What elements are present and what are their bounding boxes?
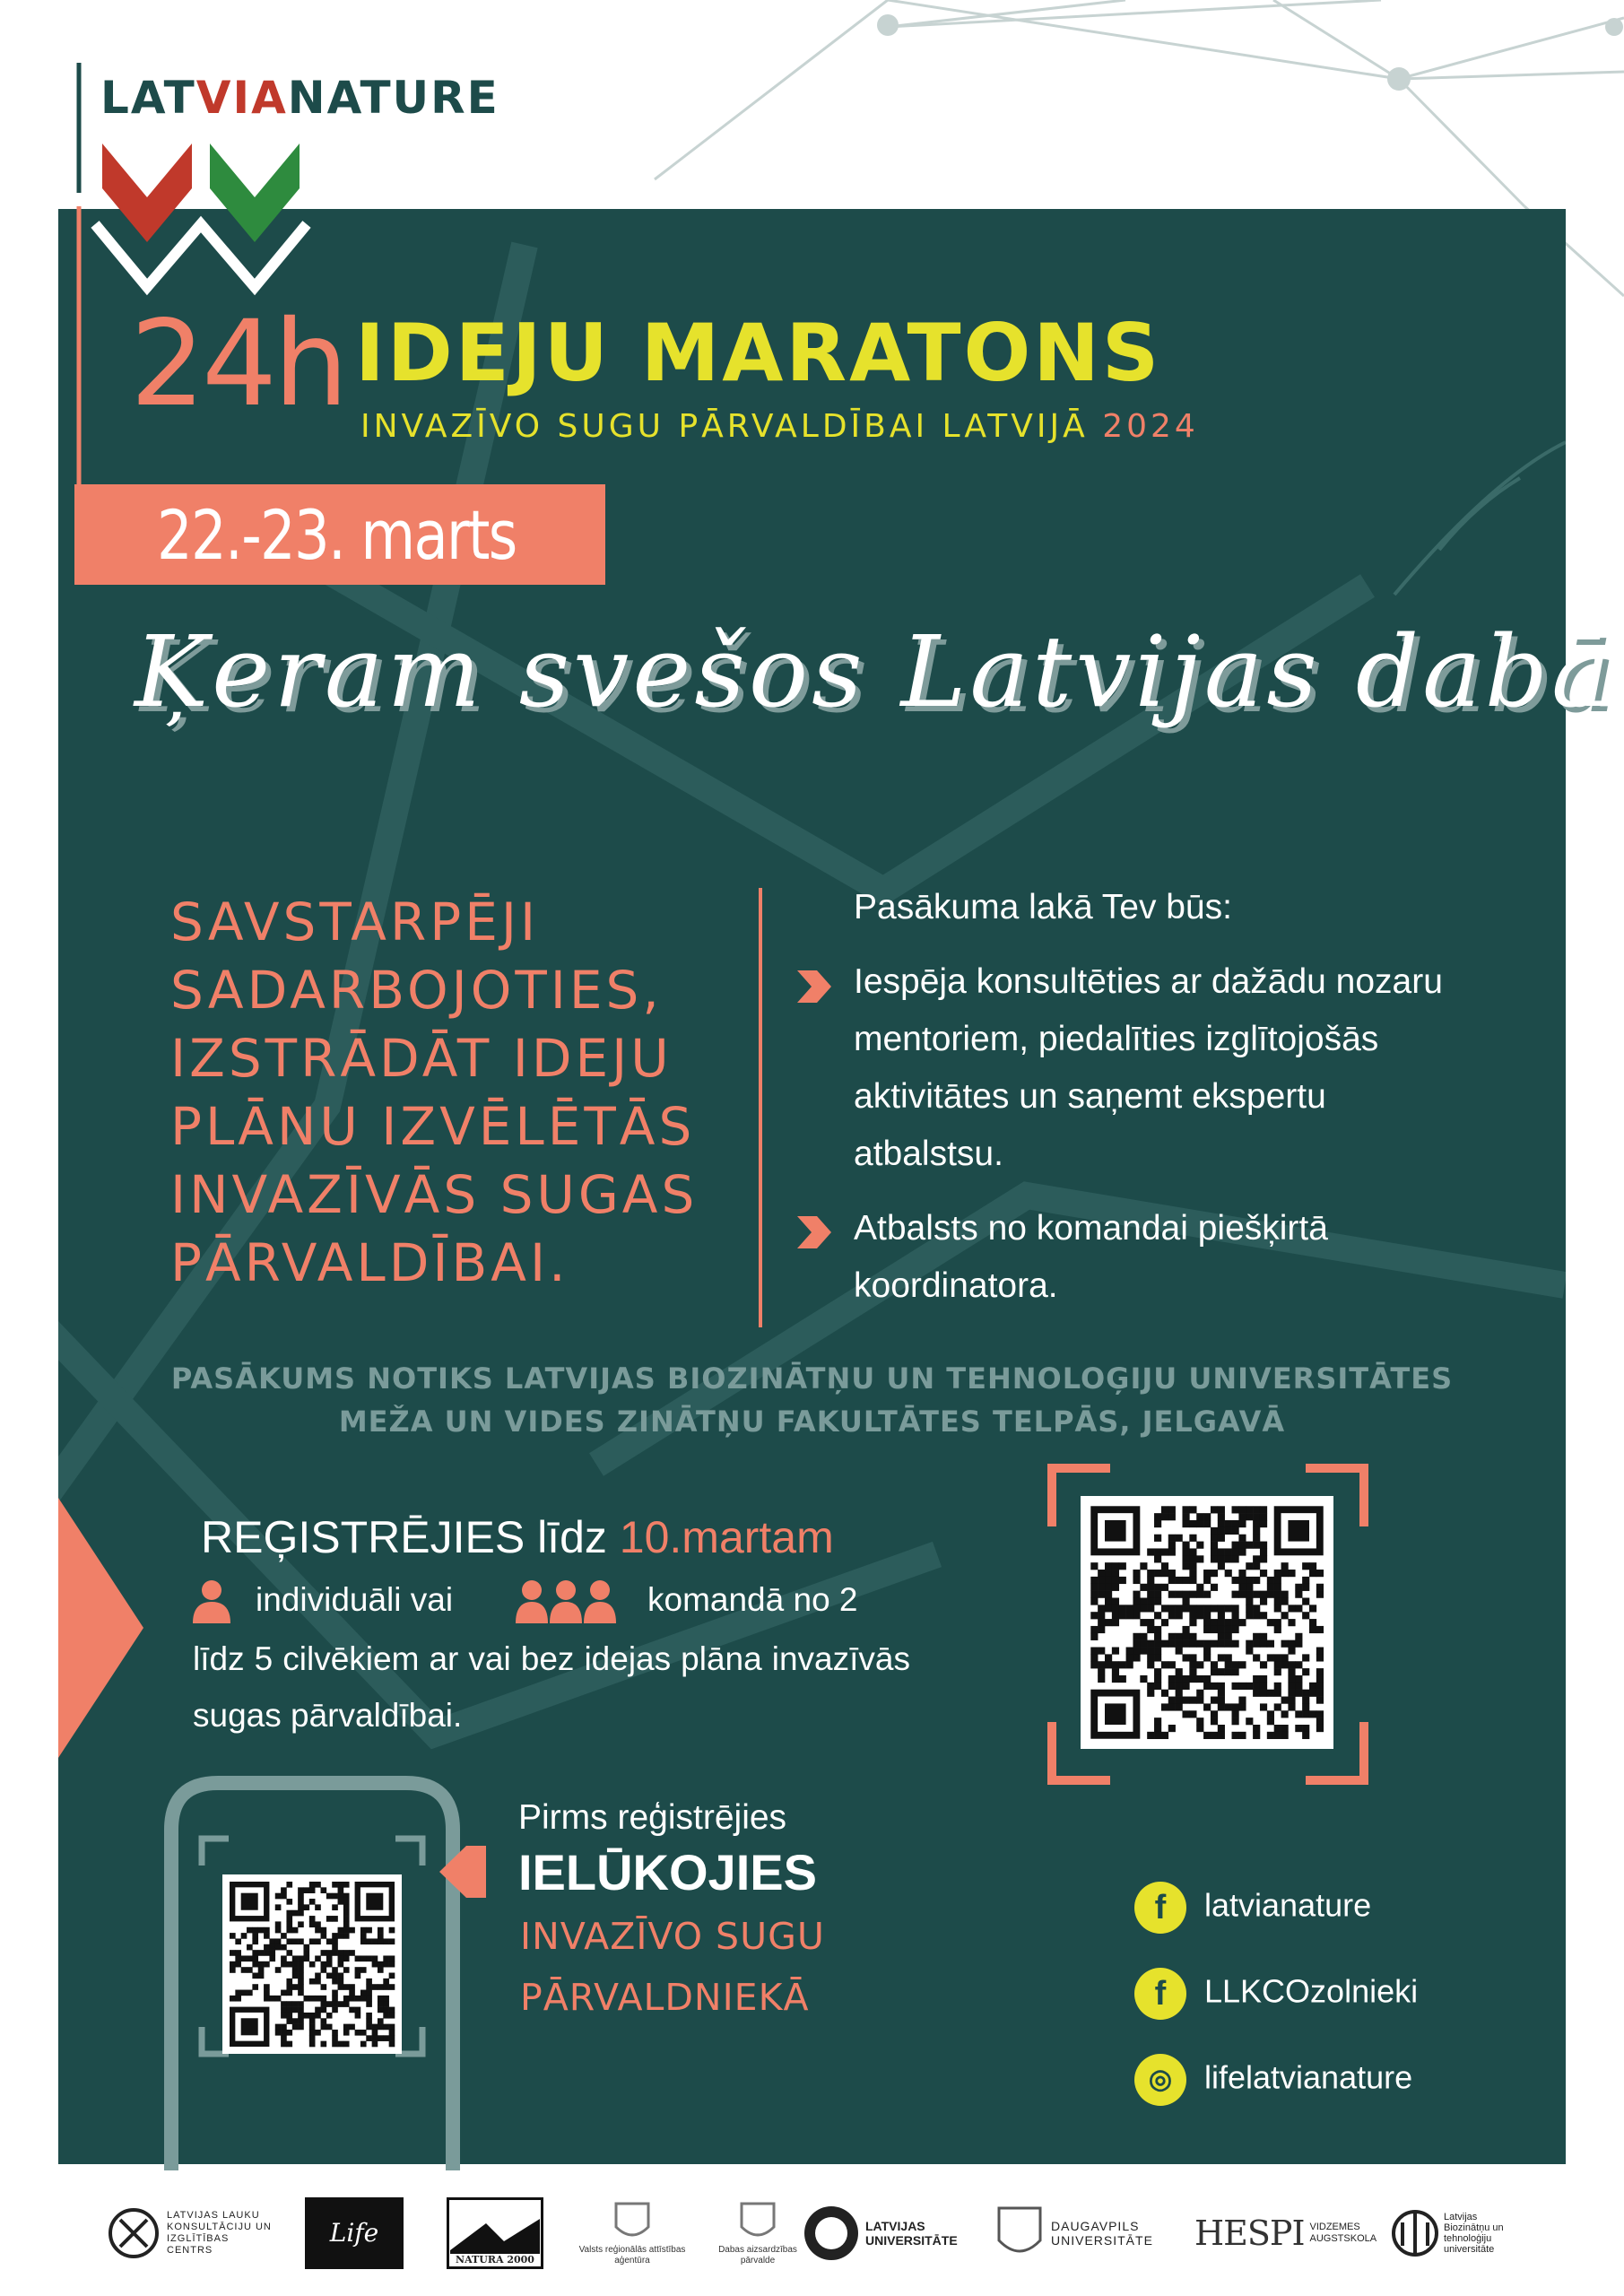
footer-logo-vraa: Valsts reģionālās attīstības aģentūra	[574, 2188, 690, 2278]
registration-qr-code[interactable]	[1081, 1496, 1333, 1749]
person-icon	[191, 1578, 232, 1623]
chevron-right-icon	[794, 967, 833, 1006]
footer-logo-life: Life	[305, 2188, 404, 2278]
arrow-left-icon	[439, 1846, 486, 1898]
preview-before: Pirms reģistrējies	[518, 1798, 787, 1837]
goal-line: PĀRVALDĪBAI.	[170, 1232, 569, 1293]
goal-line: SADARBOJOTIES,	[170, 960, 663, 1021]
divider	[759, 888, 762, 1327]
goal-text	[170, 888, 744, 1297]
footer-logo-va: HESPI VIDZEMES AUGSTSKOLA	[1194, 2213, 1377, 2253]
facebook-icon: f	[1134, 1968, 1186, 2020]
event-subtitle: INVAZĪVO SUGU PĀRVALDĪBAI LATVIJĀ 2024	[360, 408, 1199, 445]
goal-line: PLĀNU IZVĒLĒTĀS	[170, 1096, 696, 1157]
benefit-item: Atbalsts no komandai piešķirtā koordinatora.	[854, 1209, 1328, 1305]
preview-action: IELŪKOJIES	[518, 1844, 817, 1900]
event-dates: 22.-23. marts	[157, 495, 517, 575]
registration-details: līdz 5 cilvēkiem ar vai bez idejas plāna invazīvās sugas pārvaldībai.	[193, 1640, 910, 1734]
footer-logo-lbtu: Latvijas Biozinātņu un tehnoloģiju universitāte	[1390, 2188, 1515, 2278]
preview-target-2: PĀRVALDNIEKĀ	[520, 1976, 810, 2019]
goal-line: SAVSTARPĒJI	[170, 891, 540, 952]
footer-logo-natura2000: NATURA 2000	[447, 2188, 543, 2278]
goal-line: IZSTRĀDĀT IDEJU	[170, 1028, 673, 1089]
team-label: komandā no 2	[647, 1581, 858, 1618]
slogan: Ķeram svešos Latvijas dabā	[135, 614, 1614, 729]
social-instagram[interactable]: ◎ lifelatvianature	[1134, 2054, 1412, 2106]
social-facebook-llkc[interactable]: f LLKCOzolnieki	[1134, 1968, 1418, 2020]
event-title: IDEJU MARATONS	[355, 307, 1162, 399]
footer-logo-daba: Dabas aizsardzības pārvalde	[708, 2188, 807, 2278]
goal-line: INVAZĪVĀS SUGAS	[170, 1164, 699, 1225]
venue-line-1: PASĀKUMS NOTIKS LATVIJAS BIOZINĀTŅU UN TEHNOLOĢIJU UNIVERSITĀTES	[170, 1361, 1454, 1396]
footer-logo-du: DAUGAVPILS UNIVERSITĀTE	[995, 2188, 1159, 2278]
brand-logo-text: LATVIANATURE	[100, 72, 499, 124]
individual-label: individuāli vai	[256, 1581, 454, 1618]
footer-logo-lu: LATVIJAS UNIVERSITĀTE	[803, 2188, 937, 2278]
chevron-right-icon	[794, 1213, 833, 1252]
footer-logo-llkc: LATVIJAS LAUKU KONSULTĀCIJU UN IZGLĪTĪBAS CENTRS	[108, 2188, 274, 2278]
registration-headline: REĢISTRĒJIES līdz 10.martam	[201, 1512, 834, 1562]
preview-qr-code[interactable]	[222, 1874, 402, 2054]
left-arrow-decoration	[58, 1498, 148, 1758]
preview-target-1: INVAZĪVO SUGU	[520, 1915, 825, 1958]
instagram-icon: ◎	[1134, 2054, 1186, 2106]
venue-line-2: MEŽA UN VIDES ZINĀTŅU FAKULTĀTES TELPĀS, JELGAVĀ	[338, 1405, 1286, 1439]
benefit-item: Iespēja konsultēties ar dažādu nozaru mentoriem, piedalīties izglītojošās aktivitātes un saņemt ekspertu atbalstsu.	[854, 962, 1443, 1173]
duration-label: 24h	[130, 295, 345, 433]
team-icon	[516, 1578, 616, 1623]
facebook-icon: f	[1134, 1882, 1186, 1934]
social-facebook-latvianature[interactable]: f latvianature	[1134, 1882, 1371, 1934]
benefits-intro: Pasākuma lakā Tev būs:	[854, 888, 1233, 926]
